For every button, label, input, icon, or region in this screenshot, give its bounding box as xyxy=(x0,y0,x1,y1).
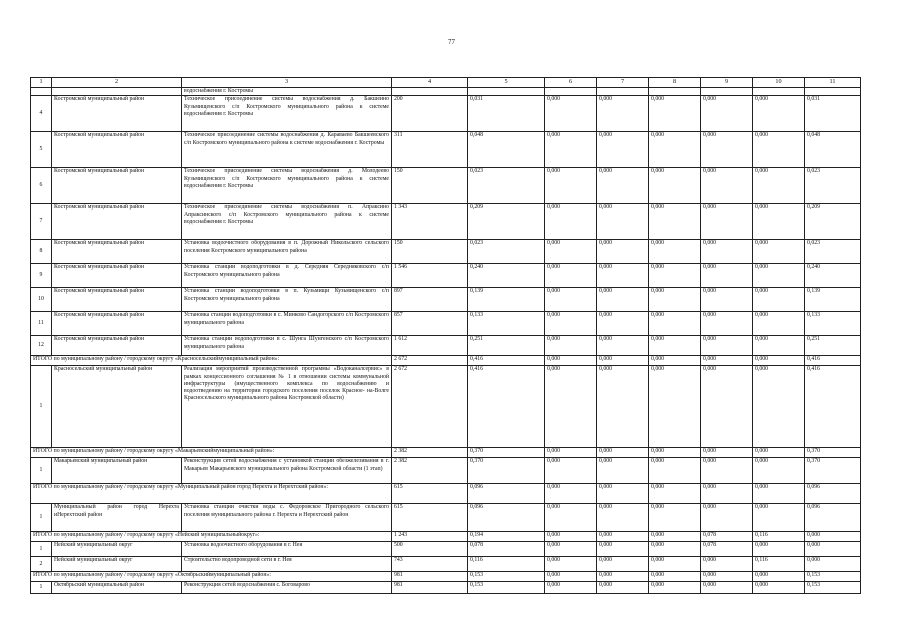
value-cell: 0,116 xyxy=(753,557,805,572)
page-number: 77 xyxy=(448,38,455,46)
value-cell: 0,240 xyxy=(468,264,545,288)
value-cell: 0,096 xyxy=(805,484,861,504)
value-cell: 0,096 xyxy=(805,504,861,532)
description-cell: Техническое присоединение системы водоснабжения п. Апраксино Апраксинского с/п Костромского муниципального района к системе водоснабжения г. Костромы xyxy=(182,204,392,240)
row-number: 1 xyxy=(31,542,52,557)
value-cell: 150 xyxy=(392,168,468,204)
value-cell: 500 xyxy=(392,542,468,557)
row-number: 7 xyxy=(31,204,52,240)
value-cell: 0,000 xyxy=(649,582,701,594)
value-cell: 0,000 xyxy=(597,132,649,168)
investment-table xyxy=(30,77,861,594)
value-cell: 0,000 xyxy=(805,542,861,557)
value-cell: 2 672 xyxy=(392,356,468,366)
value-cell: 2 382 xyxy=(392,448,468,458)
value-cell xyxy=(545,88,597,96)
value-cell: 2 382 xyxy=(392,458,468,484)
value-cell: 0,000 xyxy=(649,312,701,336)
value-cell: 0,023 xyxy=(468,168,545,204)
value-cell: 0,000 xyxy=(753,448,805,458)
value-cell: 0,000 xyxy=(753,542,805,557)
district-cell: Костромской муниципальный район xyxy=(52,240,182,264)
value-cell: 0,000 xyxy=(545,532,597,542)
row-number: 10 xyxy=(31,288,52,312)
value-cell: 0,000 xyxy=(701,204,753,240)
value-cell: 0,000 xyxy=(597,264,649,288)
district-cell: Макарьевский муниципальный район xyxy=(52,458,182,484)
column-header: 8 xyxy=(649,78,701,88)
value-cell: 0,000 xyxy=(545,336,597,356)
table-row xyxy=(31,312,861,336)
value-cell: 0,000 xyxy=(753,312,805,336)
district-cell: Нейский муниципальный округ xyxy=(52,542,182,557)
value-cell: 0,000 xyxy=(545,240,597,264)
value-cell: 0,133 xyxy=(468,312,545,336)
value-cell: 0,000 xyxy=(701,96,753,132)
table-row xyxy=(31,504,861,532)
description-cell: Техническое присоединение системы водоснабжения д. Молодеево Кузьмищенского с/п Костромского муниципального района к системе водоснабжения г. Костромы xyxy=(182,168,392,204)
value-cell: 0,000 xyxy=(545,542,597,557)
description-cell: водоснабжения г. Костромы xyxy=(182,88,392,96)
value-cell: 0,048 xyxy=(468,132,545,168)
value-cell: 0,031 xyxy=(468,96,545,132)
value-cell: 0,000 xyxy=(597,240,649,264)
value-cell: 0,000 xyxy=(701,557,753,572)
table-row xyxy=(31,132,861,168)
value-cell: 0,000 xyxy=(649,366,701,448)
value-cell: 0,000 xyxy=(753,336,805,356)
table-row xyxy=(31,264,861,288)
column-header: 10 xyxy=(753,78,805,88)
value-cell: 1 243 xyxy=(392,532,468,542)
value-cell: 0,000 xyxy=(753,240,805,264)
value-cell: 0,078 xyxy=(701,542,753,557)
value-cell: 0,000 xyxy=(753,132,805,168)
description-cell: Техническое присоединение системы водоснабжения д. Караваево Бакшеевского с/п Костромского муниципального района к системе водоснабжения г. Костромы xyxy=(182,132,392,168)
value-cell: 0,000 xyxy=(753,458,805,484)
value-cell xyxy=(701,88,753,96)
value-cell: 0,133 xyxy=(805,312,861,336)
value-cell: 0,000 xyxy=(701,356,753,366)
value-cell: 0,000 xyxy=(597,288,649,312)
value-cell: 0,153 xyxy=(805,582,861,594)
district-cell: Костромской муниципальный район xyxy=(52,264,182,288)
total-label: ИТОГО по муниципальному району / городскому округу «Муниципальный район город Нерехта и Нерехтский район»: xyxy=(31,484,392,504)
value-cell: 0,023 xyxy=(805,240,861,264)
table-row xyxy=(31,557,861,572)
value-cell: 0,000 xyxy=(545,356,597,366)
value-cell: 0,416 xyxy=(468,366,545,448)
value-cell: 0,000 xyxy=(545,168,597,204)
table-row xyxy=(31,366,861,448)
value-cell: 0,000 xyxy=(649,336,701,356)
value-cell: 0,096 xyxy=(468,504,545,532)
table-row xyxy=(31,336,861,356)
description-cell: Установка станции очистки воды с. Федоровское Пригородного сельского поселения муниципального района г. Нерехта и Нерехтский район xyxy=(182,504,392,532)
row-number: 5 xyxy=(31,132,52,168)
value-cell xyxy=(468,88,545,96)
row-number: 6 xyxy=(31,168,52,204)
value-cell xyxy=(649,88,701,96)
value-cell: 0,078 xyxy=(468,542,545,557)
description-cell: Установка водоочистного оборудования в г. Нея xyxy=(182,542,392,557)
value-cell: 0,000 xyxy=(701,582,753,594)
district-cell: Красносельский муниципальный район xyxy=(52,366,182,448)
description-cell: Установка водоочистного оборудования в п. Дорожный Никольского сельского поселения Костромского муниципального района xyxy=(182,240,392,264)
table-body xyxy=(31,78,861,594)
value-cell: 0,416 xyxy=(805,366,861,448)
value-cell: 0,370 xyxy=(805,458,861,484)
value-cell: 0,000 xyxy=(545,504,597,532)
row-number: 11 xyxy=(31,312,52,336)
value-cell: 0,000 xyxy=(753,204,805,240)
value-cell: 981 xyxy=(392,582,468,594)
value-cell xyxy=(597,88,649,96)
row-number: 1 xyxy=(31,366,52,448)
column-header: 6 xyxy=(545,78,597,88)
value-cell: 0,000 xyxy=(753,288,805,312)
value-cell: 0,000 xyxy=(597,96,649,132)
description-cell: Установка станции водоподготовки в с. Минково Сандогорского с/п Костромского муниципального района xyxy=(182,312,392,336)
column-header: 3 xyxy=(182,78,392,88)
value-cell: 0,370 xyxy=(805,448,861,458)
value-cell: 615 xyxy=(392,484,468,504)
value-cell: 1 546 xyxy=(392,264,468,288)
value-cell: 0,000 xyxy=(545,288,597,312)
value-cell: 0,370 xyxy=(468,448,545,458)
value-cell: 0,000 xyxy=(545,582,597,594)
description-cell: Реализация мероприятий производственной программы «Водоканалсервис» в рамках концессионного соглашения № 1 в отношении системы коммунальной инфраструктуры (имущественного комплекса по водоснабжению и водоотведению на территории городского поселения поселок Красное- на-Волге Красносельского муниципального района Костромской области) xyxy=(182,366,392,448)
value-cell: 150 xyxy=(392,240,468,264)
continuation-row xyxy=(31,88,861,96)
value-cell: 0,370 xyxy=(468,458,545,484)
value-cell: 0,000 xyxy=(701,572,753,582)
description-cell: Реконструкция сетей водоснабжения с установкой станции обезжелезивания в г. Макарьев Макарьевского муниципального района Костромской области (1 этап) xyxy=(182,458,392,484)
value-cell: 0,000 xyxy=(701,336,753,356)
table-row xyxy=(31,96,861,132)
table-row xyxy=(31,542,861,557)
value-cell: 0,000 xyxy=(597,532,649,542)
value-cell: 0,000 xyxy=(597,504,649,532)
value-cell: 0,000 xyxy=(649,504,701,532)
table-row xyxy=(31,458,861,484)
row-number: 9 xyxy=(31,264,52,288)
value-cell: 0,000 xyxy=(545,484,597,504)
value-cell: 0,000 xyxy=(753,366,805,448)
value-cell: 0,000 xyxy=(545,458,597,484)
value-cell: 0,240 xyxy=(805,264,861,288)
value-cell: 0,000 xyxy=(701,264,753,288)
value-cell: 0,031 xyxy=(805,96,861,132)
row-number xyxy=(31,88,52,96)
value-cell: 0,000 xyxy=(545,557,597,572)
value-cell: 0,153 xyxy=(468,582,545,594)
value-cell: 0,000 xyxy=(701,458,753,484)
row-number: 2 xyxy=(31,557,52,572)
table-row xyxy=(31,288,861,312)
value-cell: 0,000 xyxy=(805,532,861,542)
value-cell: 0,078 xyxy=(701,532,753,542)
district-cell: Костромской муниципальный район xyxy=(52,204,182,240)
total-row xyxy=(31,572,861,582)
value-cell: 0,000 xyxy=(597,458,649,484)
value-cell: 0,000 xyxy=(649,168,701,204)
district-cell: Муниципальный район город Нерехта иНерехтский район xyxy=(52,504,182,532)
value-cell: 0,000 xyxy=(545,448,597,458)
table-row xyxy=(31,168,861,204)
value-cell: 0,000 xyxy=(701,312,753,336)
value-cell: 0,000 xyxy=(753,504,805,532)
description-cell: Реконструкция сетей водоснабжения с. Боговарово xyxy=(182,582,392,594)
value-cell: 0,000 xyxy=(597,366,649,448)
total-row xyxy=(31,484,861,504)
total-label: ИТОГО по муниципальному району / городскому округу «Нейский муниципальныйокруг»: xyxy=(31,532,392,542)
value-cell: 0,000 xyxy=(701,132,753,168)
value-cell: 0,023 xyxy=(468,240,545,264)
value-cell: 2 672 xyxy=(392,366,468,448)
description-cell: Техническое присоединение системы водоснабжения д. Бакшеино Кузьмищенского с/п Костромского муниципального района к системе водоснабжения г. Костромы xyxy=(182,96,392,132)
value-cell: 0,000 xyxy=(597,336,649,356)
row-number: 1 xyxy=(31,458,52,484)
value-cell: 0,000 xyxy=(649,356,701,366)
district-cell: Костромской муниципальный район xyxy=(52,312,182,336)
value-cell: 0,000 xyxy=(753,264,805,288)
value-cell: 0,000 xyxy=(597,448,649,458)
district-cell: Нейский муниципальный округ xyxy=(52,557,182,572)
value-cell xyxy=(392,88,468,96)
value-cell: 0,000 xyxy=(753,96,805,132)
value-cell: 0,139 xyxy=(805,288,861,312)
column-header: 9 xyxy=(701,78,753,88)
value-cell: 0,000 xyxy=(597,204,649,240)
value-cell: 0,000 xyxy=(597,484,649,504)
row-number: 1 xyxy=(31,504,52,532)
value-cell xyxy=(753,88,805,96)
value-cell: 0,000 xyxy=(701,504,753,532)
value-cell: 0,000 xyxy=(545,132,597,168)
value-cell: 0,194 xyxy=(468,532,545,542)
value-cell: 0,048 xyxy=(805,132,861,168)
value-cell: 0,000 xyxy=(649,204,701,240)
value-cell: 743 xyxy=(392,557,468,572)
value-cell: 0,000 xyxy=(701,366,753,448)
description-cell: Установка станции водоподготовки в с. Шунга Шунгенского с/п Костромского муниципального района xyxy=(182,336,392,356)
district-cell: Октябрьский муниципальный район xyxy=(52,582,182,594)
value-cell: 0,000 xyxy=(649,572,701,582)
value-cell: 0,416 xyxy=(468,356,545,366)
value-cell: 615 xyxy=(392,504,468,532)
value-cell: 0,139 xyxy=(468,288,545,312)
row-number: 4 xyxy=(31,96,52,132)
value-cell: 0,000 xyxy=(545,366,597,448)
table-row xyxy=(31,582,861,594)
value-cell: 0,000 xyxy=(649,484,701,504)
column-header: 1 xyxy=(31,78,52,88)
value-cell: 0,000 xyxy=(701,484,753,504)
total-row xyxy=(31,448,861,458)
total-label: ИТОГО по муниципальному району / городскому округу «Красносельскиймуниципальный район»: xyxy=(31,356,392,366)
value-cell: 0,116 xyxy=(468,557,545,572)
value-cell: 897 xyxy=(392,288,468,312)
value-cell: 0,000 xyxy=(649,542,701,557)
value-cell: 0,000 xyxy=(597,572,649,582)
value-cell: 981 xyxy=(392,572,468,582)
value-cell: 0,023 xyxy=(805,168,861,204)
value-cell: 0,000 xyxy=(649,288,701,312)
value-cell: 0,000 xyxy=(545,312,597,336)
value-cell: 0,000 xyxy=(597,557,649,572)
value-cell: 857 xyxy=(392,312,468,336)
value-cell: 1 343 xyxy=(392,204,468,240)
district-cell: Костромской муниципальный район xyxy=(52,132,182,168)
value-cell: 0,000 xyxy=(649,532,701,542)
description-cell: Установка станции водоподготовки в д. Середняя Середняковского с/п Костромского муниципального района xyxy=(182,264,392,288)
district-cell: Костромской муниципальный район xyxy=(52,168,182,204)
table-row xyxy=(31,240,861,264)
value-cell: 0,000 xyxy=(753,572,805,582)
value-cell: 0,153 xyxy=(805,572,861,582)
value-cell: 0,209 xyxy=(468,204,545,240)
value-cell: 0,251 xyxy=(468,336,545,356)
value-cell: 0,209 xyxy=(805,204,861,240)
value-cell: 1 612 xyxy=(392,336,468,356)
value-cell: 0,000 xyxy=(805,557,861,572)
district-cell xyxy=(52,88,182,96)
value-cell: 0,000 xyxy=(701,288,753,312)
value-cell: 0,000 xyxy=(597,542,649,557)
value-cell: 0,000 xyxy=(597,582,649,594)
header-row xyxy=(31,78,861,88)
value-cell: 0,000 xyxy=(701,448,753,458)
value-cell: 0,000 xyxy=(649,96,701,132)
value-cell: 0,251 xyxy=(805,336,861,356)
value-cell: 0,000 xyxy=(597,356,649,366)
value-cell: 0,000 xyxy=(649,264,701,288)
value-cell: 0,000 xyxy=(597,168,649,204)
district-cell: Костромской муниципальный район xyxy=(52,288,182,312)
value-cell: 0,116 xyxy=(753,532,805,542)
value-cell: 0,416 xyxy=(805,356,861,366)
value-cell: 0,000 xyxy=(753,484,805,504)
value-cell: 0,000 xyxy=(545,204,597,240)
total-label: ИТОГО по муниципальному району / городскому округу «Макарьевскиймуниципальный район»: xyxy=(31,448,392,458)
value-cell xyxy=(805,88,861,96)
description-cell: Строительство водопроводной сети в г. Нея xyxy=(182,557,392,572)
district-cell: Костромской муниципальный район xyxy=(52,336,182,356)
value-cell: 311 xyxy=(392,132,468,168)
column-header: 5 xyxy=(468,78,545,88)
value-cell: 0,000 xyxy=(649,132,701,168)
column-header: 7 xyxy=(597,78,649,88)
value-cell: 0,000 xyxy=(649,458,701,484)
district-cell: Костромской муниципальный район xyxy=(52,96,182,132)
value-cell: 0,000 xyxy=(701,168,753,204)
column-header: 4 xyxy=(392,78,468,88)
value-cell: 0,000 xyxy=(545,572,597,582)
total-row xyxy=(31,532,861,542)
value-cell: 0,153 xyxy=(468,572,545,582)
total-row xyxy=(31,356,861,366)
total-label: ИТОГО по муниципальному району / городскому округу «Октябрьскиймуниципальный район»: xyxy=(31,572,392,582)
value-cell: 200 xyxy=(392,96,468,132)
value-cell: 0,000 xyxy=(649,240,701,264)
description-cell: Установка станции водоподготовки в п. Кузьмищи Кузьмищенского с/п Костромского муниципального района xyxy=(182,288,392,312)
table-row xyxy=(31,204,861,240)
value-cell: 0,096 xyxy=(468,484,545,504)
value-cell: 0,000 xyxy=(545,264,597,288)
value-cell: 0,000 xyxy=(545,96,597,132)
value-cell: 0,000 xyxy=(649,557,701,572)
value-cell: 0,000 xyxy=(753,168,805,204)
value-cell: 0,000 xyxy=(753,356,805,366)
value-cell: 0,000 xyxy=(649,448,701,458)
row-number: 1 xyxy=(31,582,52,594)
row-number: 8 xyxy=(31,240,52,264)
column-header: 11 xyxy=(805,78,861,88)
value-cell: 0,000 xyxy=(597,312,649,336)
value-cell: 0,000 xyxy=(753,582,805,594)
column-header: 2 xyxy=(52,78,182,88)
row-number: 12 xyxy=(31,336,52,356)
value-cell: 0,000 xyxy=(701,240,753,264)
